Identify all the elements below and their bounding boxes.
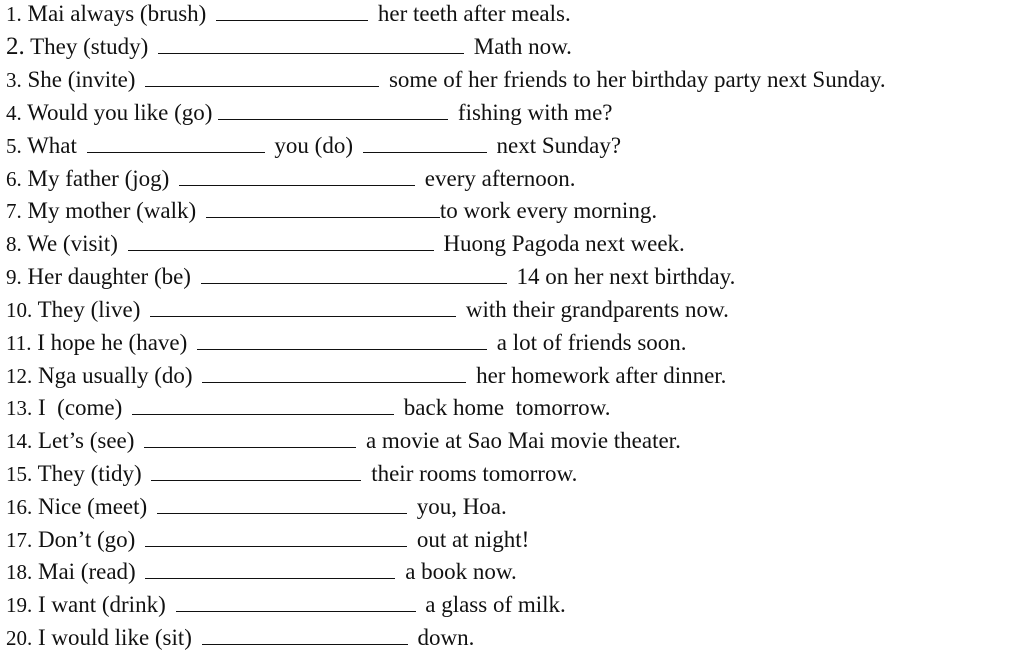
item-number: 13. — [6, 396, 33, 420]
item-prompt: Mai (read) — [38, 559, 136, 584]
item-continuation: her homework after dinner. — [476, 363, 727, 388]
item-prompt: They (study) — [30, 34, 149, 59]
item-number: 20. — [6, 626, 33, 650]
item-number: 15. — [6, 462, 33, 486]
answer-blank[interactable] — [145, 66, 379, 87]
item-continuation: Math now. — [473, 34, 572, 59]
item-number: 4. — [6, 101, 22, 125]
item-prompt-middle: you (do) — [274, 133, 353, 158]
answer-blank[interactable] — [179, 165, 415, 186]
answer-blank[interactable] — [216, 0, 368, 21]
exercise-item-14 — [6, 425, 681, 457]
answer-blank[interactable] — [144, 427, 356, 448]
exercise-item-15 — [6, 458, 577, 490]
answer-blank[interactable] — [218, 99, 448, 120]
answer-blank[interactable] — [202, 624, 408, 645]
exercise-worksheet — [6, 0, 1022, 660]
item-continuation: next Sunday? — [496, 133, 622, 158]
item-number: 16. — [6, 495, 33, 519]
item-prompt: Nice (meet) — [38, 494, 148, 519]
answer-blank[interactable] — [206, 197, 440, 218]
exercise-item-6 — [6, 163, 576, 195]
item-continuation: down. — [417, 625, 475, 650]
exercise-item-19 — [6, 589, 566, 621]
item-continuation: every afternoon. — [424, 166, 576, 191]
answer-blank[interactable] — [197, 329, 487, 350]
item-prompt: I (come) — [38, 395, 123, 420]
item-prompt: They (tidy) — [37, 461, 142, 486]
item-number: 18. — [6, 560, 33, 584]
item-continuation: a book now. — [405, 559, 517, 584]
item-continuation: a lot of friends soon. — [496, 330, 687, 355]
answer-blank[interactable] — [132, 394, 394, 415]
item-number: 9. — [6, 265, 22, 289]
item-prompt: I want (drink) — [38, 592, 166, 617]
item-continuation: a glass of milk. — [425, 592, 566, 617]
item-prompt: Let’s (see) — [38, 428, 135, 453]
item-number: 3. — [6, 68, 22, 92]
item-continuation: to work every morning. — [439, 198, 658, 223]
item-continuation: fishing with me? — [457, 100, 613, 125]
exercise-item-4 — [6, 97, 613, 129]
item-continuation: with their grandparents now. — [465, 297, 729, 322]
answer-blank-2[interactable] — [363, 132, 487, 153]
item-number: 7. — [6, 199, 22, 223]
answer-blank[interactable] — [151, 460, 361, 481]
item-number: 2. — [6, 33, 25, 60]
exercise-item-16 — [6, 491, 507, 523]
item-number: 6. — [6, 167, 22, 191]
exercise-item-3 — [6, 64, 886, 96]
item-number: 1. — [6, 2, 22, 26]
item-continuation: their rooms tomorrow. — [371, 461, 578, 486]
item-continuation: out at night! — [416, 527, 530, 552]
item-prompt: What — [27, 133, 77, 158]
item-continuation: back home tomorrow. — [403, 395, 611, 420]
item-number: 14. — [6, 429, 33, 453]
exercise-item-20 — [6, 622, 474, 654]
item-prompt: My father (jog) — [27, 166, 170, 191]
answer-blank[interactable] — [128, 230, 434, 251]
exercise-item-9 — [6, 261, 735, 293]
exercise-item-10 — [6, 294, 729, 326]
item-prompt: Don’t (go) — [38, 527, 136, 552]
item-continuation: a movie at Sao Mai movie theater. — [365, 428, 681, 453]
item-continuation: you, Hoa. — [416, 494, 507, 519]
answer-blank[interactable] — [145, 558, 395, 579]
exercise-item-1 — [6, 0, 571, 30]
answer-blank[interactable] — [157, 493, 407, 514]
answer-blank[interactable] — [158, 33, 464, 54]
exercise-item-17 — [6, 524, 529, 556]
item-continuation: her teeth after meals. — [377, 1, 571, 26]
item-number: 11. — [6, 331, 32, 355]
item-number: 12. — [6, 364, 33, 388]
item-prompt: Nga usually (do) — [38, 363, 193, 388]
item-prompt: Mai always (brush) — [27, 1, 207, 26]
answer-blank[interactable] — [150, 296, 456, 317]
exercise-item-5 — [6, 130, 621, 162]
answer-blank[interactable] — [145, 526, 407, 547]
item-prompt: Would you like (go) — [27, 100, 213, 125]
item-prompt: I would like (sit) — [38, 625, 192, 650]
item-number: 19. — [6, 593, 33, 617]
exercise-item-7 — [6, 195, 657, 227]
item-prompt: We (visit) — [27, 231, 118, 256]
item-prompt: She (invite) — [27, 67, 136, 92]
exercise-item-11 — [6, 327, 687, 359]
item-number: 10. — [6, 298, 33, 322]
item-continuation: Huong Pagoda next week. — [443, 231, 685, 256]
item-number: 8. — [6, 232, 22, 256]
exercise-item-18 — [6, 556, 517, 588]
answer-blank[interactable] — [202, 362, 466, 383]
answer-blank[interactable] — [87, 132, 265, 153]
item-number: 5. — [6, 134, 22, 158]
exercise-item-8 — [6, 228, 685, 260]
exercise-item-13 — [6, 392, 611, 424]
item-continuation: 14 on her next birthday. — [516, 264, 736, 289]
item-number: 17. — [6, 528, 33, 552]
item-prompt: My mother (walk) — [27, 198, 197, 223]
exercise-item-12 — [6, 360, 726, 392]
item-prompt: Her daughter (be) — [27, 264, 191, 289]
answer-blank[interactable] — [201, 263, 507, 284]
answer-blank[interactable] — [176, 591, 416, 612]
item-continuation: some of her friends to her birthday party next Sunday. — [388, 67, 886, 92]
item-prompt: They (live) — [37, 297, 141, 322]
item-prompt: I hope he (have) — [37, 330, 188, 355]
exercise-item-2 — [6, 31, 572, 63]
